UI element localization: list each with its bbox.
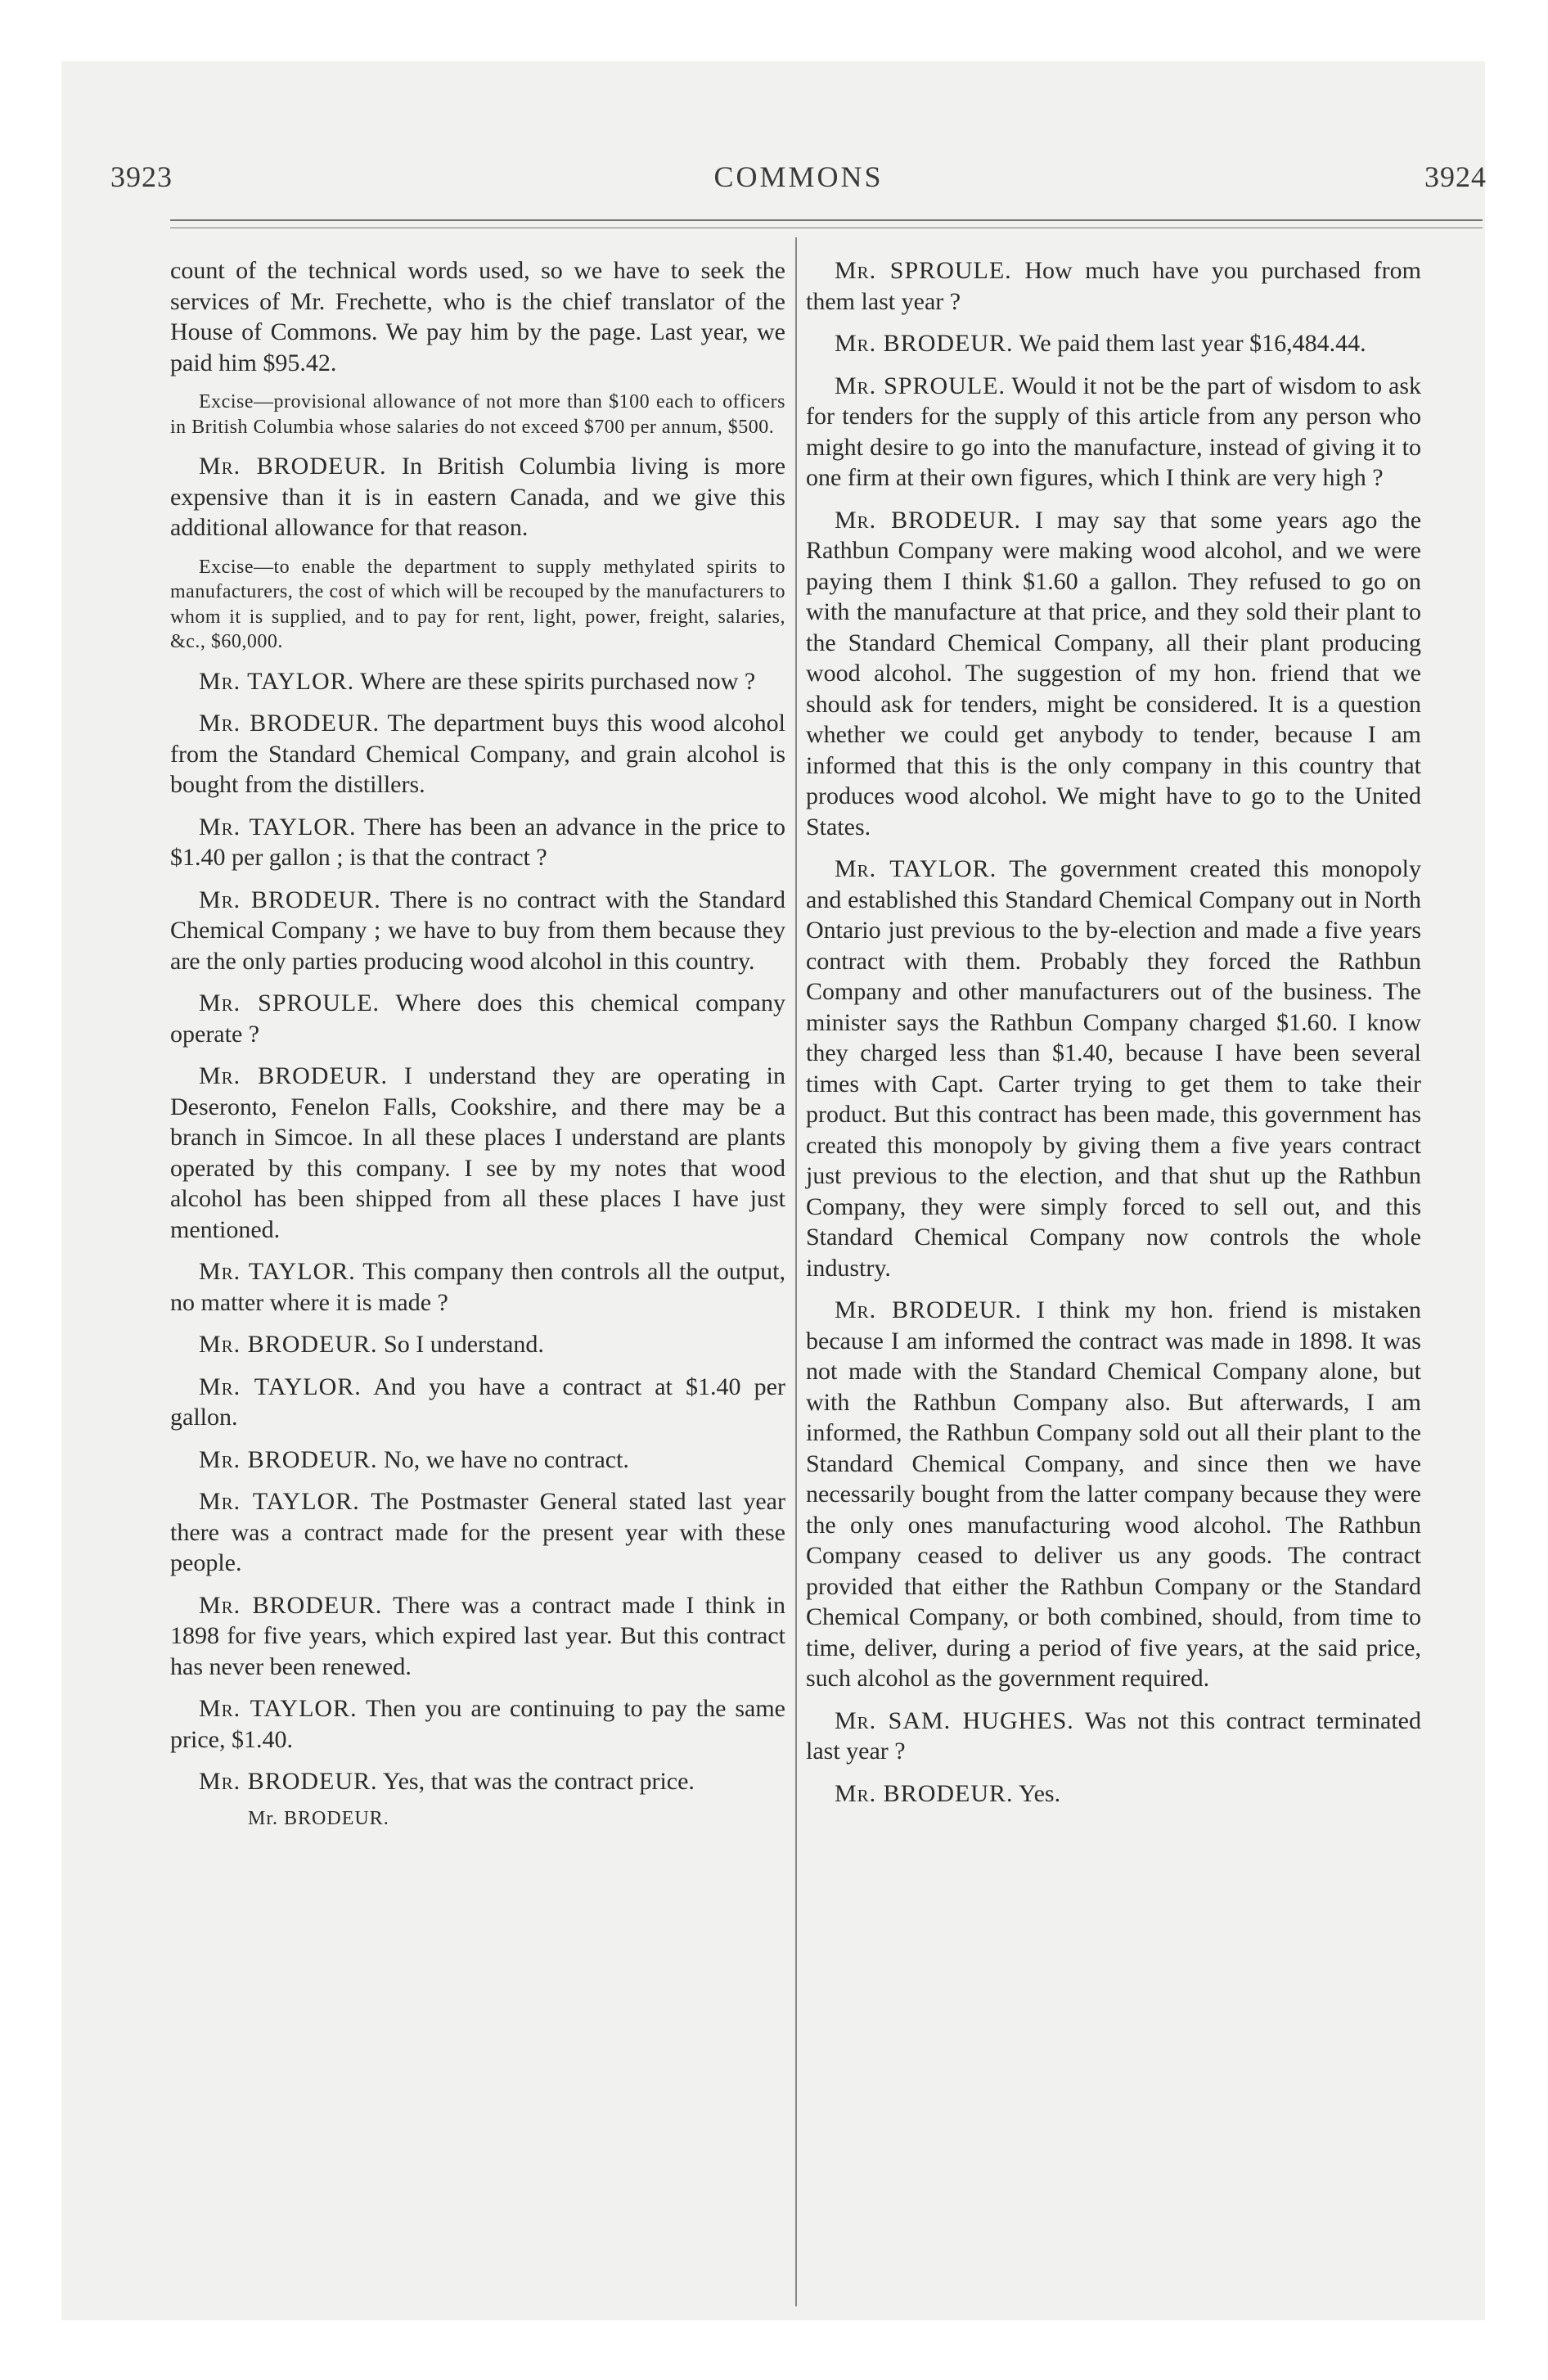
speech-paragraph [170, 708, 785, 800]
paragraph-text: There is no contract with the Standard Chemical Company ; we have to buy from them because they are the only parties producing wood alcohol in this country. [170, 886, 785, 975]
page-header [110, 160, 1487, 201]
speech-paragraph [806, 328, 1421, 359]
speaker-name: Mr. BRODEUR. [199, 453, 387, 480]
speech-paragraph [806, 371, 1421, 494]
speech-paragraph [170, 1372, 785, 1433]
speaker-name: Mr. TAYLOR. [199, 813, 357, 841]
paragraph-text: The department buys this wood alcohol from the Standard Chemical Company, and grain alcohol is bought from the distillers. [170, 710, 785, 798]
speaker-name: Mr. TAYLOR. [199, 1695, 358, 1722]
paragraph-text: No, we have no contract. [384, 1445, 629, 1473]
left-page-number: 3923 [110, 160, 173, 193]
paragraph-text: Excise—to enable the department to supply methylated spirits to manufacturers, the cost of which will be recouped by the manufacturers to whom it is supplied, and to pay for rent, light, power, freight, salaries, &c., $60,000. [170, 556, 785, 652]
paragraph-text: In British Columbia living is more expensive than it is in eastern Canada, and we give this additional allowance for that reason. [170, 453, 786, 541]
speech-paragraph [806, 854, 1421, 1283]
speaker-name: Mr. BRODEUR. [199, 1062, 388, 1089]
paragraph-text: So I understand. [384, 1331, 544, 1358]
speaker-name: Mr. BRODEUR. [835, 330, 1014, 357]
paragraph-text: I may say that some years ago the Rathbun Company were making wood alcohol, and we were paying them I think $1.60 a gallon. They refused to go on with the manufacture at that price, and they sold their plant to the Standard Chemical Company, all their plant producing wood alcohol. The suggestion of my hon. friend that we should ask for tenders, might be considered. It is a question whether we could get anybody to tender, because I am informed that this is the only company in this country that produces wood alcohol. We might have to go to the United States. [806, 506, 1422, 841]
paragraph-text: Was not this contract terminated last year ? [806, 1706, 1421, 1765]
paragraph-text: There was a contract made I think in 1898 for five years, which expired last year. But this contract has never been renewed. [170, 1591, 786, 1680]
continuation-paragraph [170, 255, 785, 378]
speaker-name: Mr. TAYLOR. [199, 1258, 356, 1285]
speaker-name: Mr. BRODEUR. [199, 710, 380, 737]
speech-paragraph [170, 1061, 785, 1245]
speaker-name: Mr. SAM. HUGHES. [835, 1706, 1074, 1734]
speaker-name: Mr. SPROULE. [835, 257, 1012, 284]
paragraph-text: This company then controls all the output, no matter where it is made ? [170, 1258, 785, 1316]
paragraph-text: Yes. [1018, 1779, 1061, 1807]
column-divider [795, 237, 797, 2306]
speaker-name: Mr. TAYLOR. [199, 667, 355, 695]
paragraph-text: How much have you purchased from them last year ? [806, 257, 1421, 315]
speech-paragraph [806, 1778, 1421, 1810]
speaker-name: Mr. BRODEUR. [835, 1779, 1014, 1807]
speaker-name: Mr. SPROULE. [835, 372, 1006, 399]
speaker-name: Mr. BRODEUR. [199, 886, 381, 913]
paragraph-text: We paid them last year $16,484.44. [1019, 330, 1366, 357]
speaker-name: Mr. TAYLOR. [199, 1488, 360, 1515]
paragraph-text: count of the technical words used, so we have to seek the services of Mr. Frechette, who is the chief translator of the House of Commons. We pay him by the page. Last year, we paid him $95.42. [170, 257, 785, 376]
speech-paragraph [806, 1706, 1421, 1767]
footer-signature: Mr. BRODEUR. [248, 1807, 389, 1829]
speech-paragraph [170, 1329, 785, 1360]
speaker-name: Mr. BRODEUR. [835, 506, 1022, 534]
estimate-item [170, 390, 785, 439]
paragraph-text: There has been an advance in the price to $1.40 per gallon ; is that the contract ? [170, 813, 786, 871]
running-title: COMMONS [713, 160, 884, 193]
paragraph-text: Where does this chemical company operate ? [170, 989, 785, 1048]
speech-paragraph [806, 255, 1421, 317]
header-rule [170, 219, 1483, 221]
paragraph-text: Then you are continuing to pay the same price, $1.40. [170, 1695, 785, 1753]
speaker-name: Mr. BRODEUR. [199, 1331, 378, 1358]
right-column [806, 255, 1421, 1820]
speech-paragraph [170, 812, 785, 873]
paragraph-text: Where are these spirits purchased now ? [360, 667, 756, 695]
speaker-name: Mr. SPROULE. [199, 989, 380, 1016]
estimate-item [170, 555, 785, 655]
speaker-name: Mr. TAYLOR. [199, 1373, 362, 1400]
paragraph-text: Excise—provisional allowance of not more than $100 each to officers in British Columbia whose salaries do not exceed $700 per annum, $500. [170, 391, 785, 438]
speech-paragraph [170, 666, 785, 697]
paragraph-text: The government created this monopoly and established this Standard Chemical Company out in North Ontario just previous to the by-election and made a five years contract with them. Probably they forced the Rathbun Company and other manufacturers out of the business. The minister says the Rathbun Company charged $1.60. I know they charged less than $1.40, because I have been several times with Capt. Carter trying to get them to take their product. But this contract has been made, this government has created this monopoly by giving them a five years contract just previous to the election, and that shut up the Rathbun Company, they were simply forced to sell out, and this Standard Chemical Company now controls the whole industry. [806, 855, 1421, 1282]
speech-paragraph [170, 1256, 785, 1318]
speech-paragraph [170, 451, 785, 543]
paragraph-text: The Postmaster General stated last year there was a contract made for the present year with these people. [170, 1488, 785, 1576]
speech-paragraph [806, 505, 1421, 843]
paragraph-text: Would it not be the part of wisdom to ask for tenders for the supply of this article from any person who might desire to go into the manufacture, instead of giving it to one firm at their own figures, which I think are very high ? [806, 372, 1421, 491]
left-column [170, 255, 785, 1834]
speech-paragraph [170, 1445, 785, 1476]
speech-paragraph [170, 885, 785, 977]
speech-paragraph [170, 988, 785, 1049]
speech-paragraph [170, 1766, 785, 1797]
paragraph-text: Yes, that was the contract price. [382, 1768, 695, 1795]
speech-paragraph [806, 1295, 1421, 1694]
paragraph-text: I understand they are operating in Deseronto, Fenelon Falls, Cookshire, and there may be a branch in Simcoe. In all these places I understand are plants operated by this company. I see by my notes that wood alcohol has been shipped from all these places I have just mentioned. [170, 1062, 785, 1243]
paragraph-text: And you have a contract at $1.40 per gallon. [170, 1373, 785, 1431]
right-page-number: 3924 [1424, 160, 1487, 193]
speaker-name: Mr. TAYLOR. [835, 855, 997, 882]
speaker-name: Mr. BRODEUR. [199, 1768, 378, 1795]
speaker-name: Mr. BRODEUR. [199, 1591, 383, 1619]
speech-paragraph [170, 1590, 785, 1683]
speech-paragraph [170, 1486, 785, 1579]
speaker-name: Mr. BRODEUR. [835, 1296, 1022, 1323]
speech-paragraph [170, 1693, 785, 1755]
paragraph-text: I think my hon. friend is mistaken because I am informed the contract was made in 1898. It was not made with the Standard Chemical Company alone, but with the Rathbun Company also. But afterwards, I am informed, the Rathbun Company sold out all their plant to the Standard Chemical Company, and since then we have necessarily bought from the latter company because they were the only ones manufacturing wood alcohol. The Rathbun Company ceased to deliver us any goods. The contract provided that either the Rathbun Company or the Standard Chemical Company, or both combined, should, from time to time, deliver, during a period of five years, at the said price, such alcohol as the government required. [806, 1296, 1422, 1692]
speaker-name: Mr. BRODEUR. [199, 1445, 378, 1473]
